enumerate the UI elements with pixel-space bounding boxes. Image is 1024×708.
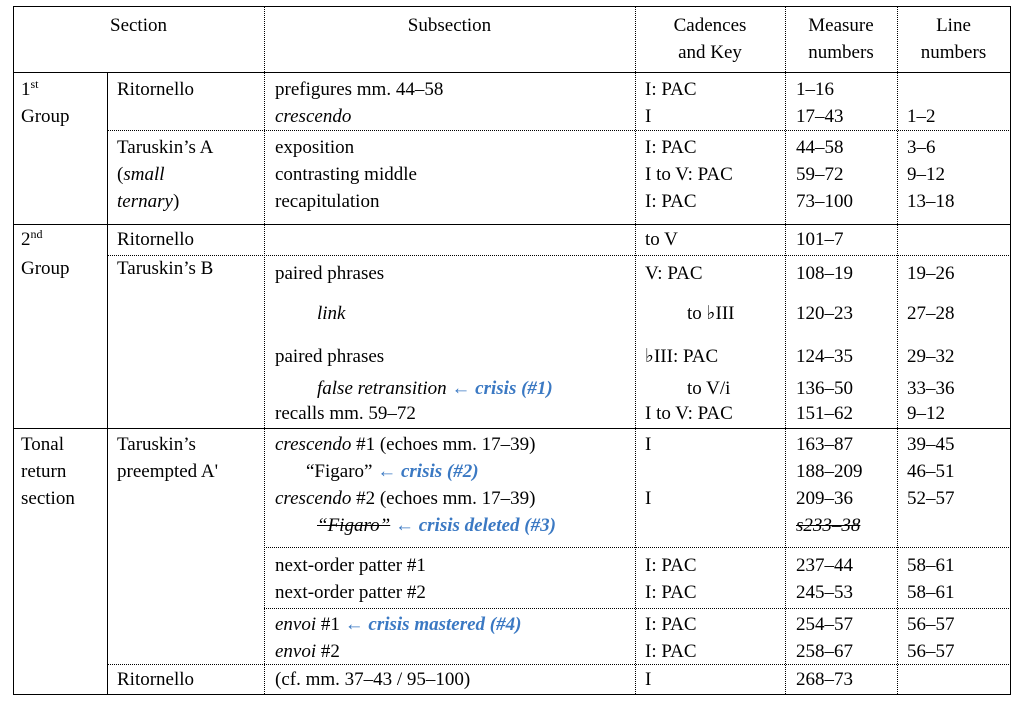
cadence-cell: V: PAC (645, 263, 703, 284)
measure-cell: 17–43 (796, 106, 844, 127)
line-cell: 27–28 (907, 303, 955, 324)
cadence-cell: I: PAC (645, 582, 697, 603)
left-border (13, 6, 14, 695)
line-cell: 9–12 (907, 403, 945, 424)
cadence-cell: I to V: PAC (645, 164, 733, 185)
measure-cell: 151–62 (796, 403, 853, 424)
section-first-group-word: Group (21, 106, 70, 127)
column-divider (785, 6, 786, 694)
header-line: Line (936, 15, 971, 36)
column-divider (897, 6, 898, 694)
cadence-cell: I to V: PAC (645, 403, 733, 424)
section-tonal-section: section (21, 488, 75, 509)
header-measure-numbers: numbers (808, 42, 874, 63)
cadence-cell: I: PAC (645, 555, 697, 576)
subsection-cell: “Figaro” ← crisis (#2) (306, 461, 479, 482)
part-taruskin-b: Taruskin’s B (117, 258, 214, 279)
part-ritornello-3: Ritornello (117, 669, 195, 690)
line-cell: 39–45 (907, 434, 955, 455)
subsection-cell: crescendo #2 (echoes mm. 17–39) (275, 488, 536, 509)
subsection-cell: next-order patter #1 (275, 555, 426, 576)
header-divider (13, 72, 1011, 73)
measure-cell: s233–38 (796, 515, 861, 536)
part-taruskin-a: Taruskin’s A (117, 137, 214, 158)
line-cell: 1–2 (907, 106, 936, 127)
line-cell: 56–57 (907, 641, 955, 662)
line-cell: 29–32 (907, 346, 955, 367)
cadence-cell: I (645, 106, 652, 127)
column-divider (107, 72, 108, 694)
header-key: and Key (678, 42, 742, 63)
section-second-group: 2nd (21, 227, 43, 250)
header-subsection: Subsection (407, 15, 492, 36)
cadence-cell: to V/i (687, 378, 731, 399)
measure-cell: 136–50 (796, 378, 853, 399)
measure-cell: 254–57 (796, 614, 853, 635)
row-divider (107, 130, 1011, 131)
group-divider (13, 428, 1011, 429)
measure-cell: 120–23 (796, 303, 853, 324)
part-ritornello-2: Ritornello (117, 229, 195, 250)
section-first-group: 1st (21, 77, 39, 100)
line-cell: 13–18 (907, 191, 955, 212)
cadence-cell: I: PAC (645, 137, 697, 158)
line-cell: 52–57 (907, 488, 955, 509)
line-cell: 3–6 (907, 137, 936, 158)
part-small-ternary: (small (117, 164, 165, 185)
measure-cell: 59–72 (796, 164, 844, 185)
measure-cell: 108–19 (796, 263, 853, 284)
measure-cell: 188–209 (796, 461, 863, 482)
group-divider (13, 224, 1011, 225)
cadence-cell: I (645, 669, 652, 690)
line-cell: 56–57 (907, 614, 955, 635)
header-cadences: Cadences (673, 15, 747, 36)
subsection-cell: recapitulation (275, 191, 380, 212)
measure-cell: 73–100 (796, 191, 853, 212)
column-divider (635, 6, 636, 694)
measure-cell: 237–44 (796, 555, 853, 576)
subsection-cell: (cf. mm. 37–43 / 95–100) (275, 669, 471, 690)
measure-cell: 44–58 (796, 137, 844, 158)
measure-cell: 245–53 (796, 582, 853, 603)
top-border (13, 6, 1011, 7)
measure-cell: 101–7 (796, 229, 844, 250)
cadence-cell: I: PAC (645, 614, 697, 635)
subsection-cell: crescendo #1 (echoes mm. 17–39) (275, 434, 536, 455)
crisis-note: ← crisis mastered (#4) (344, 614, 522, 635)
line-cell: 58–61 (907, 582, 955, 603)
subsection-cell: recalls mm. 59–72 (275, 403, 416, 424)
subsection-cell: exposition (275, 137, 355, 158)
part-ritornello: Ritornello (117, 79, 195, 100)
subsection-cell: contrasting middle (275, 164, 417, 185)
cadence-cell: to V (645, 229, 678, 250)
subsection-cell: prefigures mm. 44–58 (275, 79, 444, 100)
bottom-border (13, 694, 1011, 695)
subsection-cell: envoi #1 ← crisis mastered (#4) (275, 614, 522, 635)
subsection-cell: paired phrases (275, 263, 385, 284)
subsection-cell: next-order patter #2 (275, 582, 426, 603)
section-second-group-word: Group (21, 258, 70, 279)
column-divider (264, 6, 265, 694)
measure-cell: 124–35 (796, 346, 853, 367)
section-tonal: Tonal (21, 434, 64, 455)
subsection-cell: crescendo (275, 106, 352, 127)
right-border (1010, 6, 1011, 695)
cadence-cell: I: PAC (645, 191, 697, 212)
cadence-cell: I: PAC (645, 641, 697, 662)
line-cell: 58–61 (907, 555, 955, 576)
structure-table (13, 6, 1011, 695)
subsection-cell: paired phrases (275, 346, 385, 367)
measure-cell: 163–87 (796, 434, 853, 455)
subsection-cell: link (317, 303, 346, 324)
row-divider (107, 664, 1011, 665)
line-cell: 19–26 (907, 263, 955, 284)
crisis-note: ← crisis (#1) (451, 378, 553, 399)
row-divider (107, 255, 1011, 256)
measure-cell: 258–67 (796, 641, 853, 662)
subsection-cell: “Figaro” ← crisis deleted (#3) (317, 515, 556, 536)
measure-cell: 1–16 (796, 79, 834, 100)
crisis-note: ← crisis (#2) (377, 461, 479, 482)
row-divider (264, 547, 1011, 548)
cadence-cell: ♭III: PAC (645, 346, 719, 367)
cadence-cell: I (645, 434, 652, 455)
line-cell: 9–12 (907, 164, 945, 185)
line-cell: 46–51 (907, 461, 955, 482)
cadence-cell: I: PAC (645, 79, 697, 100)
line-cell: 33–36 (907, 378, 955, 399)
part-preempted-a: preempted A' (117, 461, 219, 482)
measure-cell: 209–36 (796, 488, 853, 509)
part-ternary: ternary) (117, 191, 180, 212)
header-line-numbers: numbers (920, 42, 987, 63)
subsection-cell: envoi #2 (275, 641, 340, 662)
measure-cell: 268–73 (796, 669, 853, 690)
header-measure: Measure (808, 15, 874, 36)
part-taruskins: Taruskin’s (117, 434, 196, 455)
cadence-cell: I (645, 488, 652, 509)
cadence-cell: to ♭III (687, 303, 735, 324)
row-divider (264, 608, 1011, 609)
header-section: Section (110, 15, 167, 36)
subsection-cell: false retransition ← crisis (#1) (317, 378, 553, 399)
crisis-note: ← crisis deleted (#3) (394, 515, 556, 536)
section-tonal-return: return (21, 461, 67, 482)
